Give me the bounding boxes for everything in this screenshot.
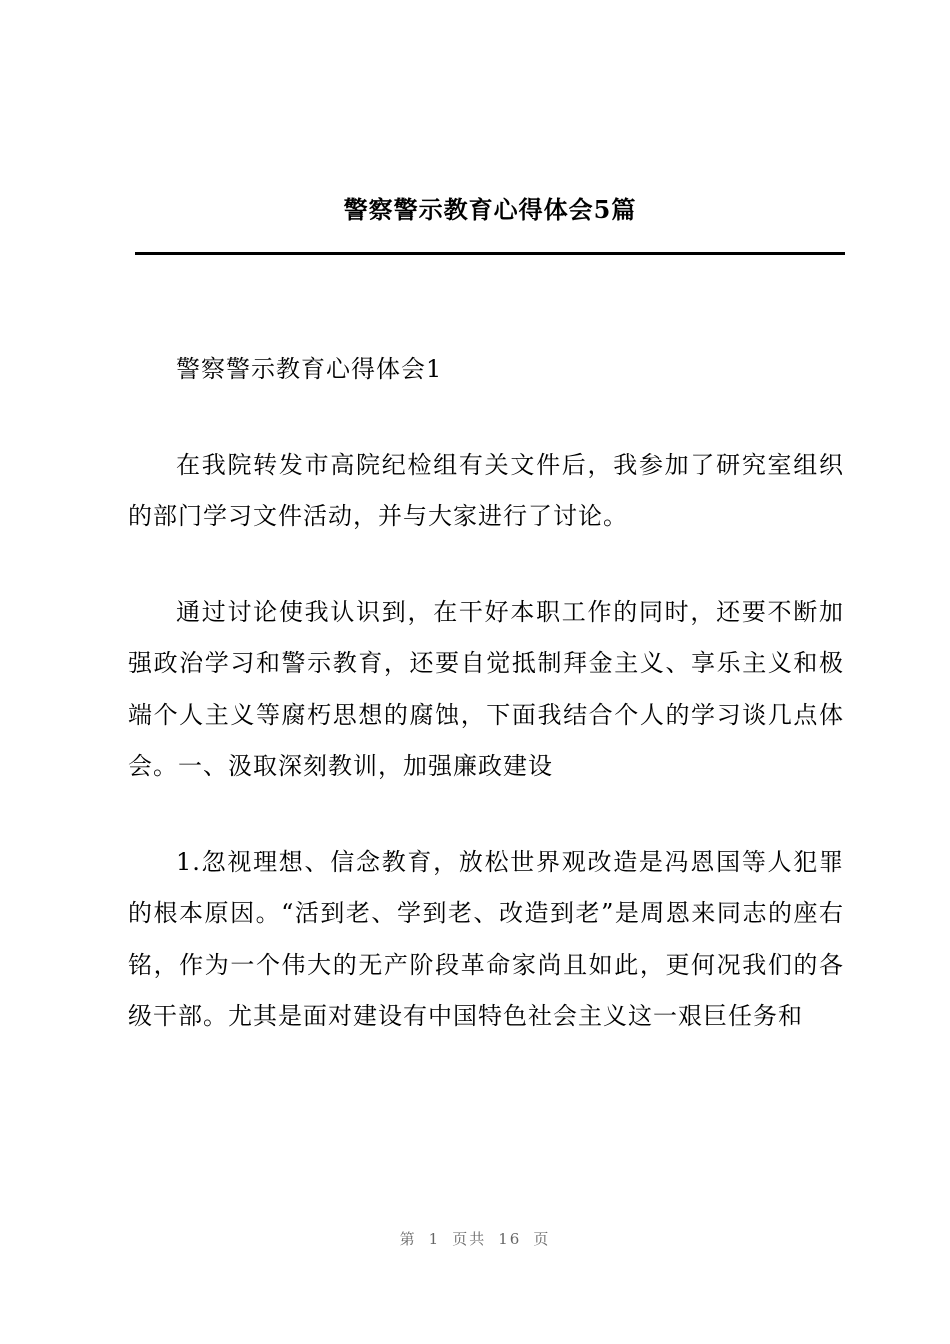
section-heading: 警察警示教育心得体会1	[176, 355, 443, 383]
footer-total-pages: 16	[498, 1230, 522, 1248]
document-title: 警察警示教育心得体会5篇	[343, 195, 637, 224]
footer-suffix: 页	[533, 1230, 551, 1248]
body-paragraph: 1.忽视理想、信念教育，放松世界观改造是冯恩国等人犯罪的根本原因。“活到老、学到老、改造到老”是周恩来同志的座右铭，作为一个伟大的无产阶段革命家尚且如此，更何况我们的各级干部。尤其是面对建设有中国特色社会主义这一艰巨任务和	[128, 847, 844, 1030]
footer-current-page: 1	[428, 1230, 441, 1248]
footer-middle: 页共	[452, 1230, 487, 1248]
page-footer	[0, 1228, 950, 1249]
document-body	[128, 344, 844, 1043]
footer-prefix: 第	[399, 1230, 417, 1248]
body-paragraph: 在我院转发市高院纪检组有关文件后，我参加了研究室组织的部门学习文件活动，并与大家进行了讨论。	[128, 450, 844, 530]
body-paragraph: 通过讨论使我认识到，在干好本职工作的同时，还要不断加强政治学习和警示教育，还要自觉抵制拜金主义、享乐主义和极端个人主义等腐朽思想的腐蚀，下面我结合个人的学习谈几点体会。一、汲取深刻教训，加强廉政建设	[128, 597, 844, 780]
title-underline	[135, 252, 845, 255]
